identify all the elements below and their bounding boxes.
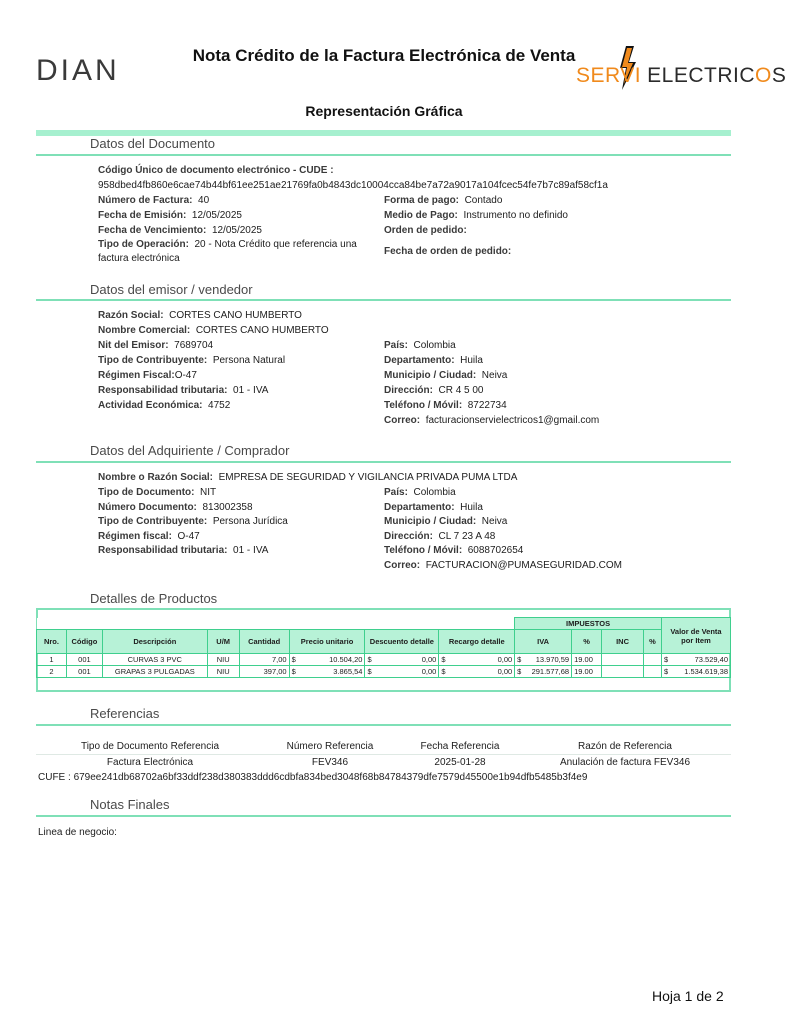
cell-inc-pct — [643, 666, 661, 678]
adq-numero-documento: Número Documento: 813002358 — [98, 502, 253, 513]
adq-responsabilidad: Responsabilidad tributaria: 01 - IVA — [98, 545, 269, 556]
cell-recargo: $ 0,00 — [439, 654, 515, 666]
cell-valor: $ 1.534.619,38 — [661, 666, 730, 678]
cell-inc — [602, 666, 644, 678]
cell-descuento: $ 0,00 — [365, 654, 439, 666]
ref-cell-tipo: Factura Electrónica — [106, 757, 194, 768]
emisor-tipo-contribuyente: Tipo de Contribuyente: Persona Natural — [98, 355, 286, 366]
cude-value: 958dbed4fb860e6cae74b44bf61ee251ae21769fa0b4843dc10004cca84be7a72a9017a104fcec54fe7b7c89af58cf1a — [98, 180, 608, 191]
adq-correo: Correo: FACTURACION@PUMASEGURIDAD.COM — [384, 560, 622, 571]
emisor-regimen-fiscal: Régimen Fiscal:O-47 — [98, 370, 197, 381]
emisor-municipio: Municipio / Ciudad: Neiva — [384, 370, 508, 381]
servielectricos-logo — [576, 46, 786, 96]
col-iva: IVA — [515, 630, 572, 654]
emisor-direccion: Dirección: CR 4 5 00 — [384, 385, 484, 396]
adq-razon-social: Nombre o Razón Social: EMPRESA DE SEGURIDAD Y VIGILANCIA PRIVADA PUMA LTDA — [98, 472, 518, 483]
adq-telefono: Teléfono / Móvil: 6088702654 — [384, 545, 524, 556]
doc-fecha-vencimiento: Fecha de Vencimiento: 12/05/2025 — [98, 225, 262, 236]
cell-descuento: $ 0,00 — [365, 666, 439, 678]
page-subtitle: Representación Gráfica — [305, 103, 463, 119]
table-row — [37, 666, 731, 678]
cell-nro: 2 — [37, 666, 67, 678]
section-title-productos: Detalles de Productos — [90, 591, 218, 606]
page-title: Nota Crédito de la Factura Electrónica de Venta — [192, 46, 576, 65]
ref-cell-fecha: 2025-01-28 — [434, 757, 486, 768]
col-inc-pct: % — [643, 630, 661, 654]
doc-tipo-operacion-cont: factura electrónica — [98, 253, 180, 264]
doc-fecha-orden-pedido: Fecha de orden de pedido: — [384, 246, 512, 257]
section-divider — [36, 461, 731, 463]
cufe-line: CUFE : 679ee241db68702a6bf33ddf238d380383ddd6cdbfa834bed3048f68b84784379dfe7579d45500e1b94dfb5485b3f4e9 — [38, 772, 588, 783]
doc-forma-pago: Forma de pago: Contado — [384, 195, 503, 206]
col-inc: INC — [602, 630, 644, 654]
section-divider — [36, 815, 731, 817]
cell-valor: $ 73.529,40 — [661, 654, 730, 666]
section-divider — [36, 724, 731, 726]
col-nro: Nro. — [37, 630, 67, 654]
adq-tipo-contribuyente: Tipo de Contribuyente: Persona Jurídica — [98, 516, 288, 527]
col-recargo: Recargo detalle — [439, 630, 515, 654]
emisor-nit: Nit del Emisor: 7689704 — [98, 340, 214, 351]
table-header-row-top — [37, 618, 731, 630]
section-title-emisor: Datos del emisor / vendedor — [90, 282, 253, 297]
cude-label: Código Único de documento electrónico - CUDE : — [98, 165, 334, 176]
valor-venta-header: Valor de Venta por Item — [661, 618, 730, 654]
cell-cantidad: 397,00 — [239, 666, 289, 678]
cell-um: NIU — [207, 666, 239, 678]
cell-nro: 1 — [37, 654, 67, 666]
impuestos-header: IMPUESTOS — [515, 618, 662, 630]
section-divider — [36, 154, 731, 156]
ref-divider — [36, 754, 731, 755]
emisor-correo: Correo: facturacionservielectricos1@gmail.com — [384, 415, 600, 426]
col-descripcion: Descripción — [102, 630, 207, 654]
adq-municipio: Municipio / Ciudad: Neiva — [384, 516, 508, 527]
doc-tipo-operacion: Tipo de Operación: 20 - Nota Crédito que referencia una — [98, 239, 357, 250]
ref-cell-razon: Anulación de factura FEV346 — [559, 757, 691, 768]
emisor-actividad: Actividad Económica: 4752 — [98, 400, 231, 411]
header-spacer — [37, 618, 515, 630]
ref-header-numero: Número Referencia — [286, 741, 374, 752]
adq-regimen-fiscal: Régimen fiscal: O-47 — [98, 531, 200, 542]
section-title-referencias: Referencias — [90, 706, 160, 721]
ref-header-fecha: Fecha Referencia — [420, 741, 500, 752]
products-table — [36, 617, 731, 678]
cell-iva-pct: 19.00 — [572, 654, 602, 666]
servielectricos-wordmark: SERVI ELECTRICOS — [576, 64, 786, 87]
doc-medio-pago: Medio de Pago: Instrumento no definido — [384, 210, 568, 221]
table-header-row — [37, 630, 731, 654]
section-title-adquiriente: Datos del Adquiriente / Comprador — [90, 443, 290, 458]
col-codigo: Código — [66, 630, 102, 654]
emisor-departamento: Departamento: Huila — [384, 355, 483, 366]
cell-codigo: 001 — [66, 666, 102, 678]
section-title-notas: Notas Finales — [90, 797, 170, 812]
cell-um: NIU — [207, 654, 239, 666]
linea-negocio: Linea de negocio: — [38, 827, 117, 838]
dian-logo: DIAN — [36, 54, 120, 87]
ref-header-tipo: Tipo de Documento Referencia — [80, 741, 220, 752]
table-row — [37, 654, 731, 666]
cell-recargo: $ 0,00 — [439, 666, 515, 678]
cell-cantidad: 7,00 — [239, 654, 289, 666]
cell-precio: $ 3.865,54 — [289, 666, 365, 678]
page-number: Hoja 1 de 2 — [652, 988, 724, 1004]
section-title-documento: Datos del Documento — [90, 136, 216, 151]
adq-direccion: Dirección: CL 7 23 A 48 — [384, 531, 496, 542]
cell-codigo: 001 — [66, 654, 102, 666]
emisor-telefono: Teléfono / Móvil: 8722734 — [384, 400, 507, 411]
cell-iva: $ 13.970,59 — [515, 654, 572, 666]
col-descuento: Descuento detalle — [365, 630, 439, 654]
cell-iva: $ 291.577,68 — [515, 666, 572, 678]
emisor-razon-social: Razón Social: CORTES CANO HUMBERTO — [98, 310, 302, 321]
cell-precio: $ 10.504,20 — [289, 654, 365, 666]
col-iva-pct: % — [572, 630, 602, 654]
doc-fecha-emision: Fecha de Emisión: 12/05/2025 — [98, 210, 242, 221]
cell-inc — [602, 654, 644, 666]
cell-iva-pct: 19.00 — [572, 666, 602, 678]
ref-header-razon: Razón de Referencia — [578, 741, 672, 752]
cell-descripcion: GRAPAS 3 PULGADAS — [102, 666, 207, 678]
adq-tipo-documento: Tipo de Documento: NIT — [98, 487, 217, 498]
cell-inc-pct — [643, 654, 661, 666]
col-precio: Precio unitario — [289, 630, 365, 654]
col-cantidad: Cantidad — [239, 630, 289, 654]
section-divider — [36, 299, 731, 301]
emisor-nombre-comercial: Nombre Comercial: CORTES CANO HUMBERTO — [98, 325, 329, 336]
ref-cell-numero: FEV346 — [311, 757, 349, 768]
emisor-responsabilidad: Responsabilidad tributaria: 01 - IVA — [98, 385, 269, 396]
adq-departamento: Departamento: Huila — [384, 502, 483, 513]
doc-orden-pedido: Orden de pedido: — [384, 225, 467, 236]
col-um: U/M — [207, 630, 239, 654]
adq-pais: País: Colombia — [384, 487, 456, 498]
doc-numero-factura: Número de Factura: 40 — [98, 195, 210, 206]
emisor-pais: País: Colombia — [384, 340, 456, 351]
cell-descripcion: CURVAS 3 PVC — [102, 654, 207, 666]
